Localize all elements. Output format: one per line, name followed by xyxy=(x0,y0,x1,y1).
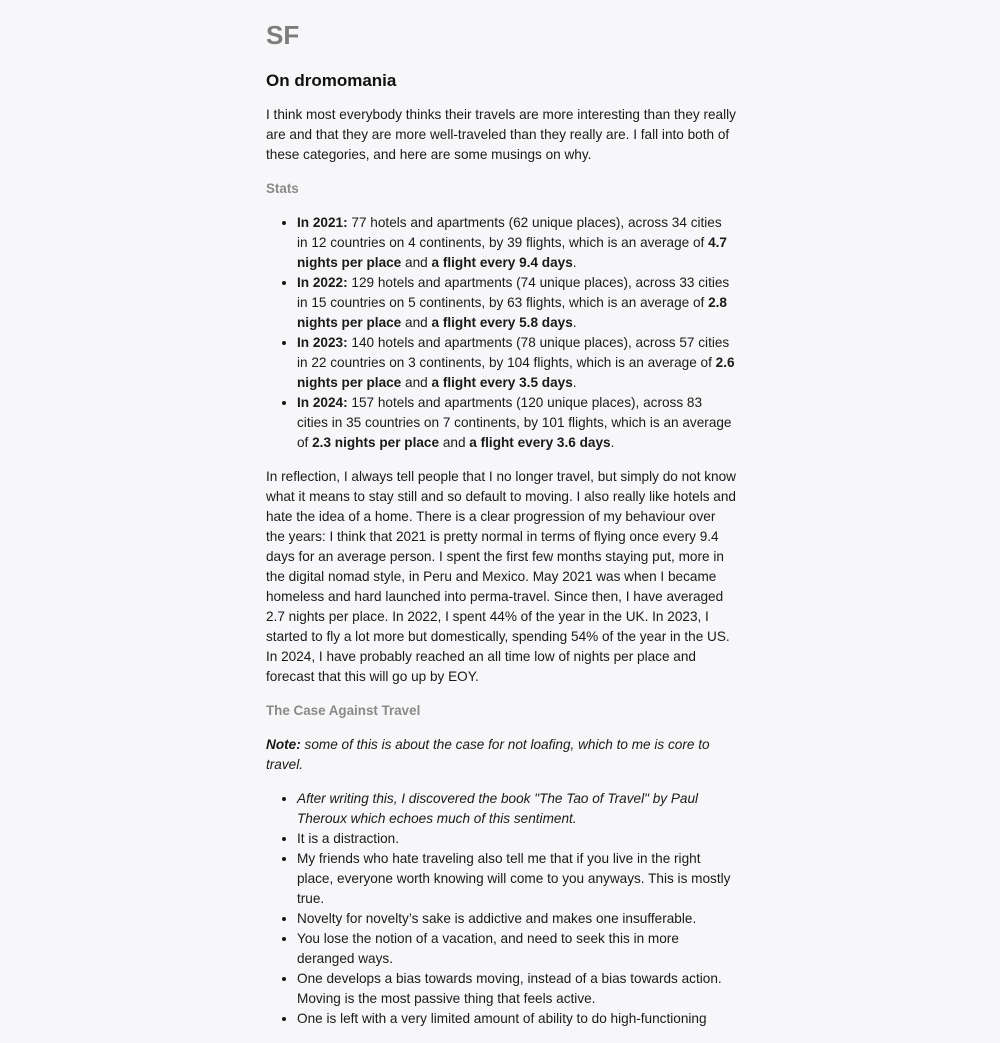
list-item: • It is a distraction. xyxy=(297,829,736,849)
list-item: • One develops a bias towards moving, instead of a bias towards action. Moving is the most passive thing that feels active. xyxy=(297,969,736,1009)
site-title-link[interactable]: SF xyxy=(266,20,300,50)
list-item: • Novelty for novelty’s sake is addictive and makes one insufferable. xyxy=(297,909,736,929)
intro-paragraph: I think most everybody thinks their travels are more interesting than they really are and that they are more well-traveled than they really are. I fall into both of these categories, and here are some musings on why. xyxy=(266,107,736,162)
stats-item-2022: • In 2022: 129 hotels and apartments (74 unique places), across 33 cities in 15 countries on 5 continents, by 63 flights, which is an average of 2.8 nights per place and a flight every 5.8 days. xyxy=(297,273,736,333)
stats-item-2021: • In 2021: 77 hotels and apartments (62 unique places), across 34 cities in 12 countries on 4 continents, by 39 flights, which is an average of 4.7 nights per place and a flight every 9.4 days. xyxy=(297,213,736,273)
list-item: • One is left with a very limited amount of ability to do high-functioning xyxy=(297,1009,736,1029)
list-item: • You lose the notion of a vacation, and need to seek this in more deranged ways. xyxy=(297,929,736,969)
reflection-paragraph: In reflection, I always tell people that I no longer travel, but simply do not know what it means to stay still and so default to moving. I also really like hotels and hate the idea of a home. There is a clear progression of my behaviour over the years: I think that 2021 is pretty normal in terms of flying once every 9.4 days for an average person. I spent the first few months staying put, more in the digital nomad style, in Peru and Mexico. May 2021 was when I became homeless and hard launched into perma-travel. Since then, I have averaged 2.7 nights per place. In 2022, I spent 44% of the year in the UK. In 2023, I started to fly a lot more but domestically, spending 54% of the year in the US. In 2024, I have probably reached an all time low of nights per place and forecast that this will go up by EOY. xyxy=(266,469,736,684)
list-item: • My friends who hate traveling also tell me that if you live in the right place, everyone worth knowing will come to you anyways. This is mostly true. xyxy=(297,849,736,909)
note-label: Note: xyxy=(266,737,301,752)
stats-item-2024: • In 2024: 157 hotels and apartments (120 unique places), across 83 cities in 35 countries on 7 continents, by 101 flights, which is an average of 2.3 nights per place and a flight every 3.6 days. xyxy=(297,393,736,453)
stats-list xyxy=(266,213,736,453)
post-title: On dromomania xyxy=(266,71,397,90)
stats-heading: Stats xyxy=(266,181,299,196)
post-content xyxy=(266,105,736,1043)
case-list xyxy=(266,789,736,1029)
list-item: • After writing this, I discovered the book "The Tao of Travel" by Paul Theroux which echoes much of this sentiment. xyxy=(297,789,736,829)
note-paragraph: Note: some of this is about the case for not loafing, which to me is core to travel. xyxy=(266,737,710,772)
stats-item-2023: • In 2023: 140 hotels and apartments (78 unique places), across 57 cities in 22 countries on 3 continents, by 104 flights, which is an average of 2.6 nights per place and a flight every 3.5 days. xyxy=(297,333,736,393)
case-heading: The Case Against Travel xyxy=(266,703,421,718)
